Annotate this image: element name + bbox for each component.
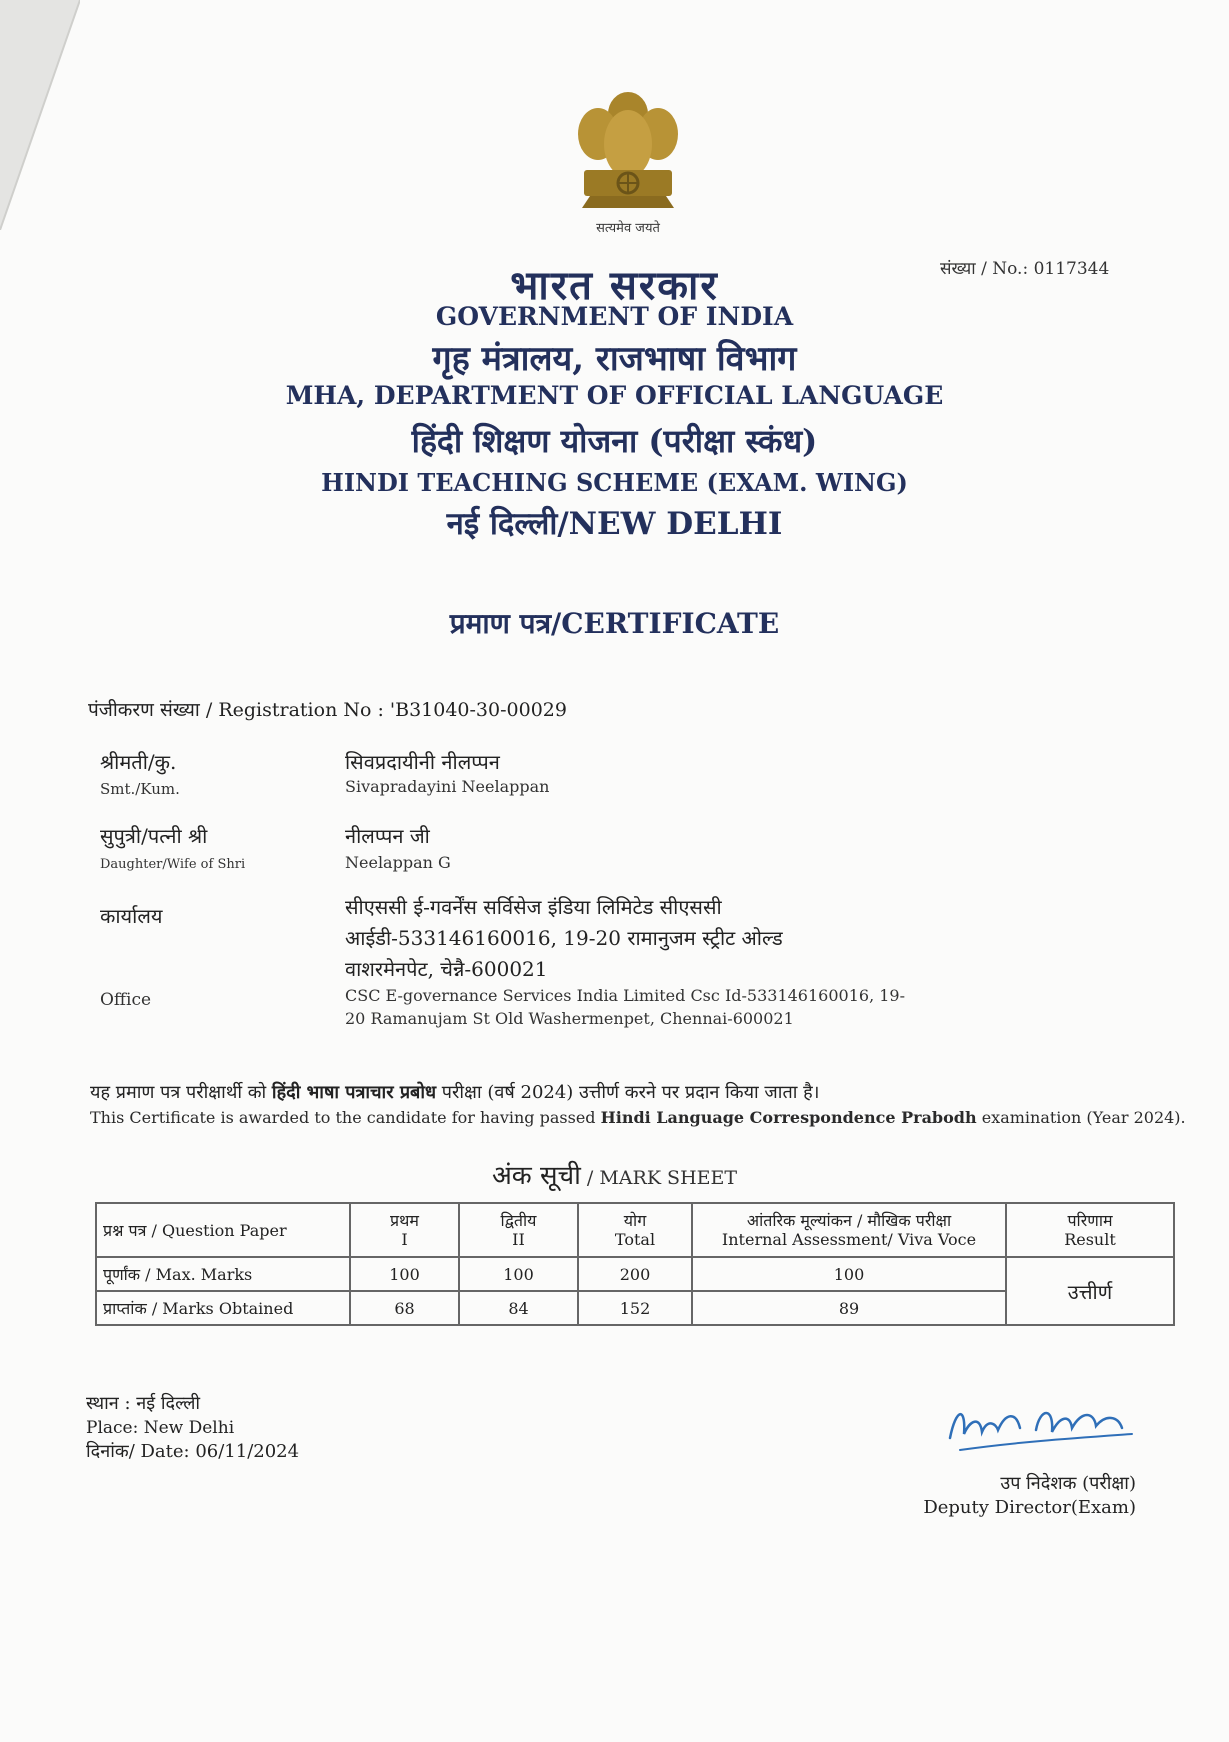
- col-first: प्रथम I: [350, 1203, 459, 1257]
- ministry-title-hindi: गृह मंत्रालय, राजभाषा विभाग: [432, 339, 797, 379]
- govt-title-english: GOVERNMENT OF INDIA: [435, 302, 794, 331]
- signatory-title-english: Deputy Director(Exam): [923, 1497, 1136, 1518]
- parent-label-hindi: सुपुत्री/पत्नी श्री: [100, 824, 208, 848]
- cell-total: 200: [578, 1257, 692, 1291]
- certificate-title: प्रमाण पत्र/CERTIFICATE: [449, 607, 780, 640]
- city-title: नई दिल्ली/NEW DELHI: [446, 506, 783, 542]
- place-hindi: स्थान : नई दिल्ली: [86, 1393, 201, 1414]
- table-header-row: [96, 1203, 1174, 1257]
- parent-name-english: Neelappan G: [345, 853, 451, 872]
- signatory-block: [880, 1472, 1136, 1520]
- place-english: Place: New Delhi: [86, 1418, 235, 1438]
- cell-total: 152: [578, 1291, 692, 1325]
- mark-sheet-table: [95, 1202, 1175, 1326]
- mark-sheet-title: अंक सूची / MARK SHEET: [491, 1161, 738, 1191]
- ministry-title-english: MHA, DEPARTMENT OF OFFICIAL LANGUAGE: [285, 381, 944, 410]
- name-label-english: Smt./Kum.: [100, 780, 180, 798]
- issue-date: दिनांक/ Date: 06/11/2024: [86, 1441, 300, 1462]
- exam-name-hindi: हिंदी भाषा पत्राचार प्रबोध: [271, 1082, 437, 1103]
- name-label-hindi: श्रीमती/कु.: [100, 750, 177, 774]
- candidate-name-hindi: सिवप्रदायीनी नीलप्पन: [345, 750, 500, 774]
- signature-icon: [936, 1398, 1146, 1458]
- parent-label-english: Daughter/Wife of Shri: [100, 857, 246, 872]
- office-address-hindi: सीएससी ई-गवर्नेंस सर्विसेज इंडिया लिमिटेड सीएससी आईडी-533146160016, 19-20 रामानुजम स्ट्रीट ओल्ड वाशरमेनपेट, चेन्नै-600021: [345, 895, 783, 981]
- office-label-hindi: कार्यालय: [100, 904, 163, 928]
- row-label: पूर्णांक / Max. Marks: [96, 1257, 350, 1291]
- exam-name-english: Hindi Language Correspondence Prabodh: [600, 1108, 977, 1127]
- signatory-title-hindi: उप निदेशक (परीक्षा): [1000, 1473, 1136, 1494]
- place-date-block: [86, 1392, 299, 1464]
- folded-corner-shadow: [0, 0, 80, 230]
- national-emblem-icon: [570, 86, 686, 234]
- cell-first: 68: [350, 1291, 459, 1325]
- scheme-title-english: HINDI TEACHING SCHEME (EXAM. WING): [321, 468, 908, 497]
- cell-second: 84: [459, 1291, 578, 1325]
- office-address-english: CSC E-governance Services India Limited Csc Id-533146160016, 19-20 Ramanujam St Old Washermenpet, Chennai-600021: [345, 986, 905, 1028]
- registration-number: पंजीकरण संख्या / Registration No : 'B31040-30-00029: [88, 699, 567, 721]
- parent-name-hindi: नीलप्पन जी: [345, 824, 430, 848]
- col-question-paper: प्रश्न पत्र / Question Paper: [96, 1203, 350, 1257]
- scheme-title-hindi: हिंदी शिक्षण योजना (परीक्षा स्कंध): [411, 422, 818, 460]
- office-label-english: Office: [100, 990, 152, 1010]
- cell-first: 100: [350, 1257, 459, 1291]
- table-row: [96, 1257, 1174, 1291]
- col-second: द्वितीय II: [459, 1203, 578, 1257]
- award-statement-english: This Certificate is awarded to the candidate for having passed Hindi Language Correspondence Prabodh examination (Year 2024).: [90, 1108, 1186, 1127]
- emblem-motto: सत्यमेव जयते: [596, 221, 660, 236]
- col-result: परिणाम Result: [1006, 1203, 1174, 1257]
- cell-second: 100: [459, 1257, 578, 1291]
- govt-title-hindi: भारत सरकार: [510, 262, 719, 309]
- cell-internal: 100: [692, 1257, 1006, 1291]
- cell-internal: 89: [692, 1291, 1006, 1325]
- col-internal-assessment: आंतरिक मूल्यांकन / मौखिक परीक्षा Internal Assessment/ Viva Voce: [692, 1203, 1006, 1257]
- cell-result: उत्तीर्ण: [1006, 1257, 1174, 1325]
- award-statement-hindi: यह प्रमाण पत्र परीक्षार्थी को हिंदी भाषा पत्राचार प्रबोध परीक्षा (वर्ष 2024) उत्तीर्ण करने पर प्रदान किया जाता है।: [90, 1082, 820, 1103]
- col-total: योग Total: [578, 1203, 692, 1257]
- certificate-number: संख्या / No.: 0117344: [940, 259, 1110, 279]
- row-label: प्राप्तांक / Marks Obtained: [96, 1291, 350, 1325]
- candidate-name-english: Sivapradayini Neelappan: [345, 777, 550, 796]
